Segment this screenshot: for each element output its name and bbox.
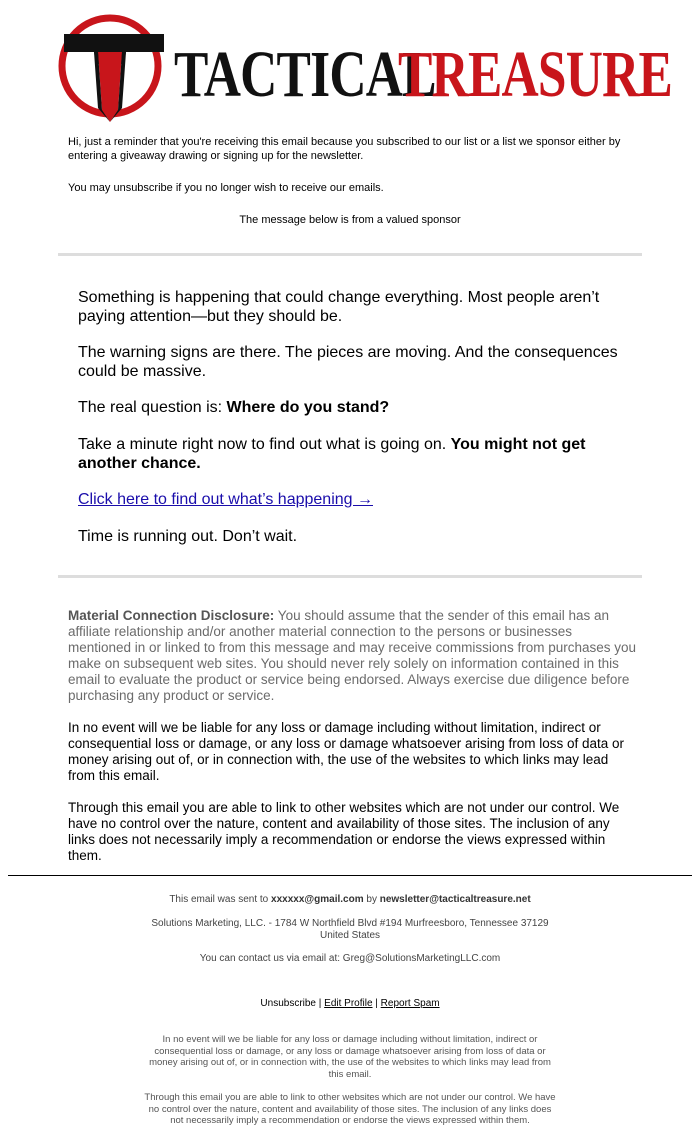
question-prefix: The real question is: bbox=[78, 399, 227, 416]
edit-profile-link[interactable]: Edit Profile bbox=[324, 998, 373, 1009]
message-paragraph: Something is happening that could change everything. Most people aren’t paying attention—but they should be. bbox=[78, 289, 600, 325]
disclosure-text: You should assume that the sender of this email has an affiliate relationship and/or another material connection to the persons or businesses mentioned in or linked to from this message and may receive commissions from purchases you make on subsequent web sites. You should never rely solely on information contained in this email to evaluate the product or service being endorsed. Always exercise due diligence before purchasing any product or service. bbox=[68, 608, 636, 703]
message-body bbox=[78, 398, 638, 417]
postal-address: Solutions Marketing, LLC. - 1784 W Northfield Blvd #194 Murfreesboro, Tennessee 37129 United States bbox=[151, 918, 549, 941]
material-disclosure bbox=[68, 608, 638, 704]
sender-email: newsletter@tacticaltreasure.net bbox=[379, 894, 531, 905]
footer-links bbox=[140, 998, 560, 1010]
external-links-notice: Through this email you are able to link to other websites which are not under our control. We have no control over the nature, content and availability of those sites. The inclusion of any links does not necessarily imply a recommendation or endorse the views expressed within them. bbox=[68, 800, 620, 863]
link-separator: | bbox=[316, 998, 325, 1009]
urgency-prefix: Take a minute right now to find out what is going on. bbox=[78, 436, 451, 453]
urgency-bold: You might not get another chance. bbox=[78, 436, 586, 472]
liability-notice: In no event will we be liable for any loss or damage including without limitation, indirect or consequential loss or damage, or any loss or damage whatsoever arising from loss of data or money arising out of, or in connection with, the use of the websites to which links may lead from this email. bbox=[68, 720, 625, 783]
sponsor-note: The message below is from a valued sponsor bbox=[239, 214, 461, 226]
divider bbox=[58, 575, 642, 578]
recipient-email: xxxxxx@gmail.com bbox=[271, 894, 364, 905]
sent-prefix: This email was sent to bbox=[169, 894, 272, 905]
subscription-reminder: Hi, just a reminder that you're receiving this email because you subscribed to our list or a list we sponsor either by entering a giveaway drawing or signing up for the newsletter. bbox=[68, 136, 621, 162]
unsubscribe-link[interactable]: Unsubscribe bbox=[260, 998, 316, 1009]
message-body bbox=[78, 435, 638, 473]
brand-logo bbox=[58, 12, 673, 124]
footer-divider bbox=[8, 875, 692, 876]
message-paragraph: Time is running out. Don’t wait. bbox=[78, 528, 298, 545]
sent-by: by bbox=[363, 894, 380, 905]
tactical-treasure-emblem-icon bbox=[58, 12, 166, 124]
message-body bbox=[78, 490, 638, 509]
question-bold: Where do you stand? bbox=[226, 399, 390, 416]
sent-to-line bbox=[140, 894, 560, 906]
link-separator: | bbox=[372, 998, 381, 1009]
report-spam-link[interactable]: Report Spam bbox=[380, 998, 440, 1009]
message-paragraph bbox=[78, 435, 638, 473]
brand-wordmark-secondary: TREASURE bbox=[398, 38, 673, 111]
brand-wordmark-primary: TACTICAL bbox=[174, 38, 436, 111]
message-body bbox=[78, 527, 638, 546]
contact-line: You can contact us via email at: Greg@SolutionsMarketingLLC.com bbox=[199, 953, 501, 964]
disclosure-label: Material Connection Disclosure: bbox=[68, 608, 275, 623]
footer-liability-notice: In no event will we be liable for any loss or damage including without limitation, indirect or consequential loss or damage, or any loss or damage whatsoever arising from loss of data or money arising out of, or in connection with, the use of the websites to which links may lead from this email. bbox=[149, 1034, 551, 1080]
cta-link[interactable]: Click here to find out what’s happening → bbox=[78, 491, 373, 508]
unsubscribe-note: You may unsubscribe if you no longer wish to receive our emails. bbox=[68, 182, 384, 194]
message-paragraph bbox=[78, 398, 638, 417]
footer-links-notice: Through this email you are able to link to other websites which are not under our control. We have no control over the nature, content and availability of those sites. The inclusion of any links does not necessarily imply a recommendation or endorse the views expressed within them. bbox=[144, 1092, 556, 1126]
message-body bbox=[78, 288, 638, 326]
divider bbox=[58, 253, 642, 256]
message-body bbox=[78, 343, 638, 381]
message-paragraph: The warning signs are there. The pieces are moving. And the consequences could be massive. bbox=[78, 344, 618, 380]
